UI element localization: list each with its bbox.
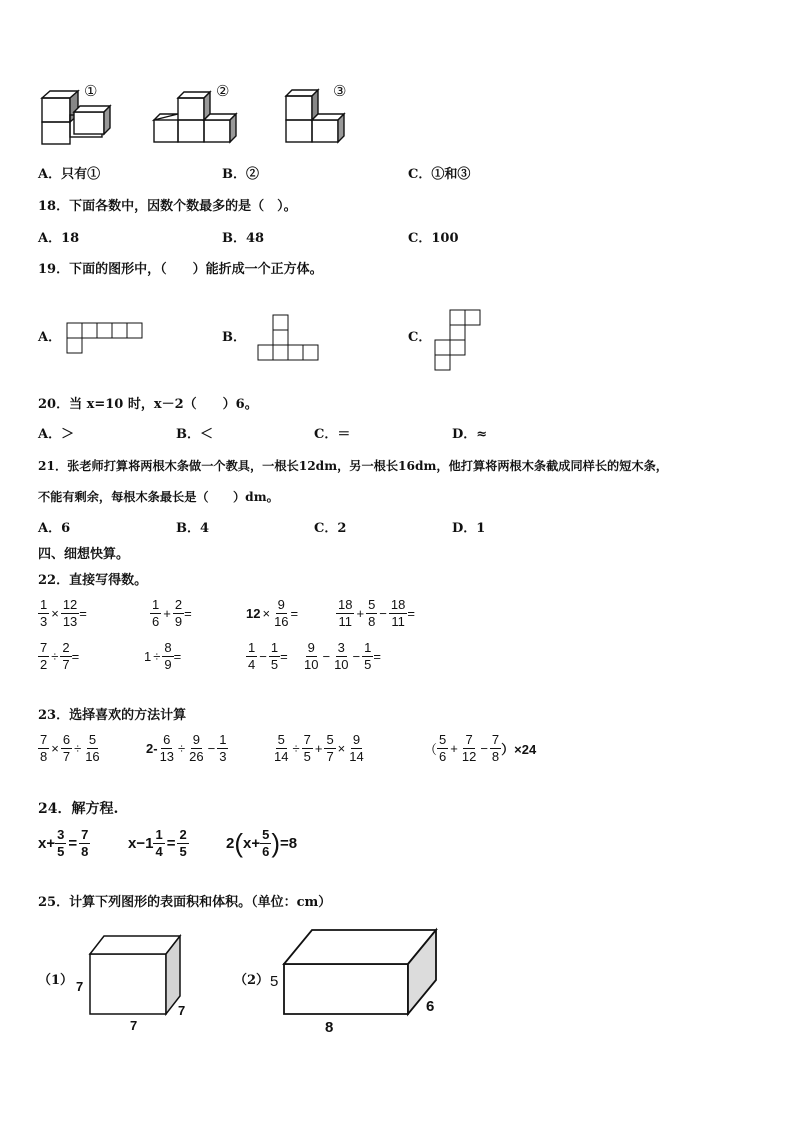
q19-net-b <box>257 314 321 362</box>
fraction: $\frac{7}{8}$ <box>81 827 89 859</box>
option-text: 100 <box>431 231 459 246</box>
option-letter: C． <box>408 167 432 182</box>
q25-figure-1-width: 7 <box>178 1003 186 1018</box>
q22-expr-5: $\frac{7}{2}$ ÷ $\frac{2}{7}$ = <box>40 640 80 672</box>
q24-equation-1: x+ $\frac{3}{5}$ = $\frac{7}{8}$ <box>38 827 89 859</box>
fraction: $\frac{1}{3}$ <box>219 732 227 764</box>
q25-stem: 25．计算下列图形的表面积和体积。（单位：cm） <box>38 895 332 910</box>
option-letter: B． <box>222 167 246 182</box>
q19-net-a <box>66 322 146 354</box>
q18-stem: 18．下面各数中，因数个数最多的是（ ）。 <box>38 199 297 214</box>
q22-stem: 22．直接写得数。 <box>38 573 148 588</box>
fraction: $\frac{1}{4}$ <box>155 827 163 859</box>
fraction: $\frac{9}{16}$ <box>274 597 289 629</box>
q25-figure-2-label: （2） <box>234 973 270 988</box>
fraction: $\frac{6}{13}$ <box>159 732 175 764</box>
fraction: $\frac{9}{26}$ <box>189 732 204 764</box>
option-text: 2 <box>337 521 347 536</box>
option-text: 1 <box>476 521 486 536</box>
q22-expr-1: $\frac{1}{3}$ × $\frac{12}{13}$ = <box>40 597 87 629</box>
q23-stem: 23．选择喜欢的方法计算 <box>38 708 187 723</box>
q17-label-2: ② <box>216 82 230 100</box>
option-letter: D． <box>452 427 477 442</box>
option-letter: A． <box>38 427 62 442</box>
q17-figure-1 <box>40 82 120 146</box>
q21-option-d[interactable] <box>452 522 485 535</box>
option-letter: C． <box>314 427 338 442</box>
q23-expr-2: 2- $\frac{6}{13}$ ÷ $\frac{9}{26}$ − $\frac{1}{3}$ <box>146 732 227 764</box>
fraction: $\frac{1}{5}$ <box>364 640 372 672</box>
fraction: $\frac{1}{3}$ <box>40 597 48 629</box>
option-text: ①和③ <box>431 167 471 182</box>
q22-expr-2: $\frac{1}{6}$ + $\frac{2}{9}$ = <box>152 597 192 629</box>
option-letter: A． <box>38 231 62 246</box>
fraction: $\frac{7}{8}$ <box>491 732 500 764</box>
fraction: $\frac{5}{16}$ <box>85 732 100 764</box>
fraction: $\frac{5}{6}$ <box>262 827 270 859</box>
q19-option-c[interactable]: C． <box>408 330 432 345</box>
q25-cuboid-1 <box>88 932 188 1018</box>
fraction: $\frac{7}{2}$ <box>40 640 48 672</box>
option-text: ＜ <box>200 427 214 442</box>
fraction: $\frac{5}{8}$ <box>368 597 376 629</box>
fraction: $\frac{5}{6}$ <box>439 732 447 764</box>
fraction: $\frac{18}{11}$ <box>390 597 406 629</box>
fraction: $\frac{3}{5}$ <box>57 827 65 859</box>
q18-option-b[interactable] <box>222 232 264 245</box>
option-text: 18 <box>61 231 80 246</box>
option-letter: A． <box>38 167 62 182</box>
q22-expr-3: 12 × $\frac{9}{16}$ = <box>246 597 299 629</box>
fraction: $\frac{3}{10}$ <box>334 640 349 672</box>
fraction: $\frac{2}{5}$ <box>179 827 187 859</box>
q24-equation-2: x−1 $\frac{1}{4}$ = $\frac{2}{5}$ <box>128 827 187 859</box>
fraction: $\frac{7}{8}$ <box>40 732 48 764</box>
fraction: $\frac{7}{12}$ <box>461 732 477 764</box>
fraction: $\frac{2}{9}$ <box>174 597 183 629</box>
q20-option-d[interactable] <box>452 428 487 441</box>
q25-cuboid-2 <box>282 926 442 1018</box>
q21-option-b[interactable] <box>176 522 209 535</box>
q25-figure-1-length: 7 <box>130 1018 138 1033</box>
q17-label-1: ① <box>84 82 98 100</box>
q22-expr-8: $\frac{9}{10}$ − $\frac{3}{10}$ − $\frac{1}{5}$ = <box>304 640 381 672</box>
q19-net-c <box>433 309 485 373</box>
fraction: $\frac{2}{7}$ <box>62 640 70 672</box>
option-letter: B． <box>176 427 200 442</box>
q23-expr-4: （ $\frac{5}{6}$ + $\frac{7}{12}$ − $\frac{7}{8}$ ）×24 <box>424 732 537 764</box>
q25-figure-1-height: 7 <box>76 979 84 994</box>
fraction: $\frac{5}{7}$ <box>326 732 334 764</box>
option-text: ≈ <box>476 427 488 442</box>
q24-stem: 24．解方程. <box>38 801 119 817</box>
fraction: $\frac{5}{14}$ <box>274 732 289 764</box>
q21-option-a[interactable] <box>38 522 70 535</box>
q17-option-a[interactable] <box>38 168 100 181</box>
option-text: 6 <box>61 521 71 536</box>
q17-option-c[interactable] <box>408 168 470 181</box>
fraction: $\frac{7}{5}$ <box>303 732 311 764</box>
q22-expr-7: $\frac{1}{4}$ − $\frac{1}{5}$ = <box>248 640 288 672</box>
q20-option-c[interactable] <box>314 428 350 441</box>
q20-stem: 20．当 x=10 时，x－2（ ）6。 <box>38 397 258 412</box>
q19-stem: 19．下面的图形中，（ ）能折成一个正方体。 <box>38 262 323 277</box>
section-heading: 四、细想快算。 <box>38 547 130 562</box>
q17-option-b[interactable] <box>222 168 259 181</box>
option-text: 4 <box>200 521 210 536</box>
option-text: ＞ <box>61 427 75 442</box>
q25-figure-2-width: 6 <box>426 998 435 1015</box>
fraction: $\frac{9}{14}$ <box>349 732 364 764</box>
q18-option-a[interactable] <box>38 232 79 245</box>
q19-option-a[interactable]: A． <box>38 330 62 345</box>
fraction: $\frac{9}{10}$ <box>304 640 319 672</box>
q22-expr-4: $\frac{18}{11}$ + $\frac{5}{8}$ − $\frac{18}{11}$ = <box>338 597 415 629</box>
q20-option-b[interactable] <box>176 428 213 441</box>
q18-option-c[interactable] <box>408 232 459 245</box>
option-letter: D． <box>452 521 477 536</box>
option-letter: C． <box>314 521 338 536</box>
option-text: 48 <box>246 231 265 246</box>
option-text: 只有① <box>61 167 101 182</box>
q21-stem-line1: 21．张老师打算将两根木条做一个教具，一根长12dm，另一根长16dm，他打算将两根木条截成同样长的短木条， <box>38 459 668 473</box>
fraction: $\frac{12}{13}$ <box>62 597 78 629</box>
option-letter: A． <box>38 521 62 536</box>
q17-figure-2 <box>152 82 252 146</box>
q21-stem-line2: 不能有剩余，每根木条最长是（ ）dm。 <box>38 490 279 504</box>
option-letter: C． <box>408 231 432 246</box>
q25-figure-2-height: 5 <box>270 973 279 990</box>
fraction: $\frac{1}{6}$ <box>152 597 160 629</box>
fraction: $\frac{8}{9}$ <box>164 640 172 672</box>
q23-expr-1: $\frac{7}{8}$ × $\frac{6}{7}$ ÷ $\frac{5}{16}$ <box>40 732 100 764</box>
q23-expr-3: $\frac{5}{14}$ ÷ $\frac{7}{5}$ + $\frac{5}{7}$ × $\frac{9}{14}$ <box>274 732 364 764</box>
q17-label-3: ③ <box>333 82 347 100</box>
q17-figure-3 <box>284 82 364 146</box>
q20-option-a[interactable] <box>38 428 74 441</box>
fraction: $\frac{1}{5}$ <box>270 640 279 672</box>
q25-figure-1-label: （1） <box>38 973 74 988</box>
fraction: $\frac{18}{11}$ <box>338 597 353 629</box>
fraction: $\frac{1}{4}$ <box>248 640 256 672</box>
fraction: $\frac{6}{7}$ <box>62 732 71 764</box>
option-letter: B． <box>222 231 246 246</box>
option-text: ② <box>246 167 260 182</box>
option-text: ＝ <box>337 427 351 442</box>
q24-equation-3: 2 ( x+ $\frac{5}{6}$ ) =8 <box>226 827 298 859</box>
q25-figure-2-length: 8 <box>325 1019 334 1036</box>
option-letter: B． <box>176 521 200 536</box>
q19-option-b[interactable]: B． <box>222 330 246 345</box>
q21-option-c[interactable] <box>314 522 346 535</box>
q22-expr-6: 1 ÷ $\frac{8}{9}$ = <box>144 640 182 672</box>
